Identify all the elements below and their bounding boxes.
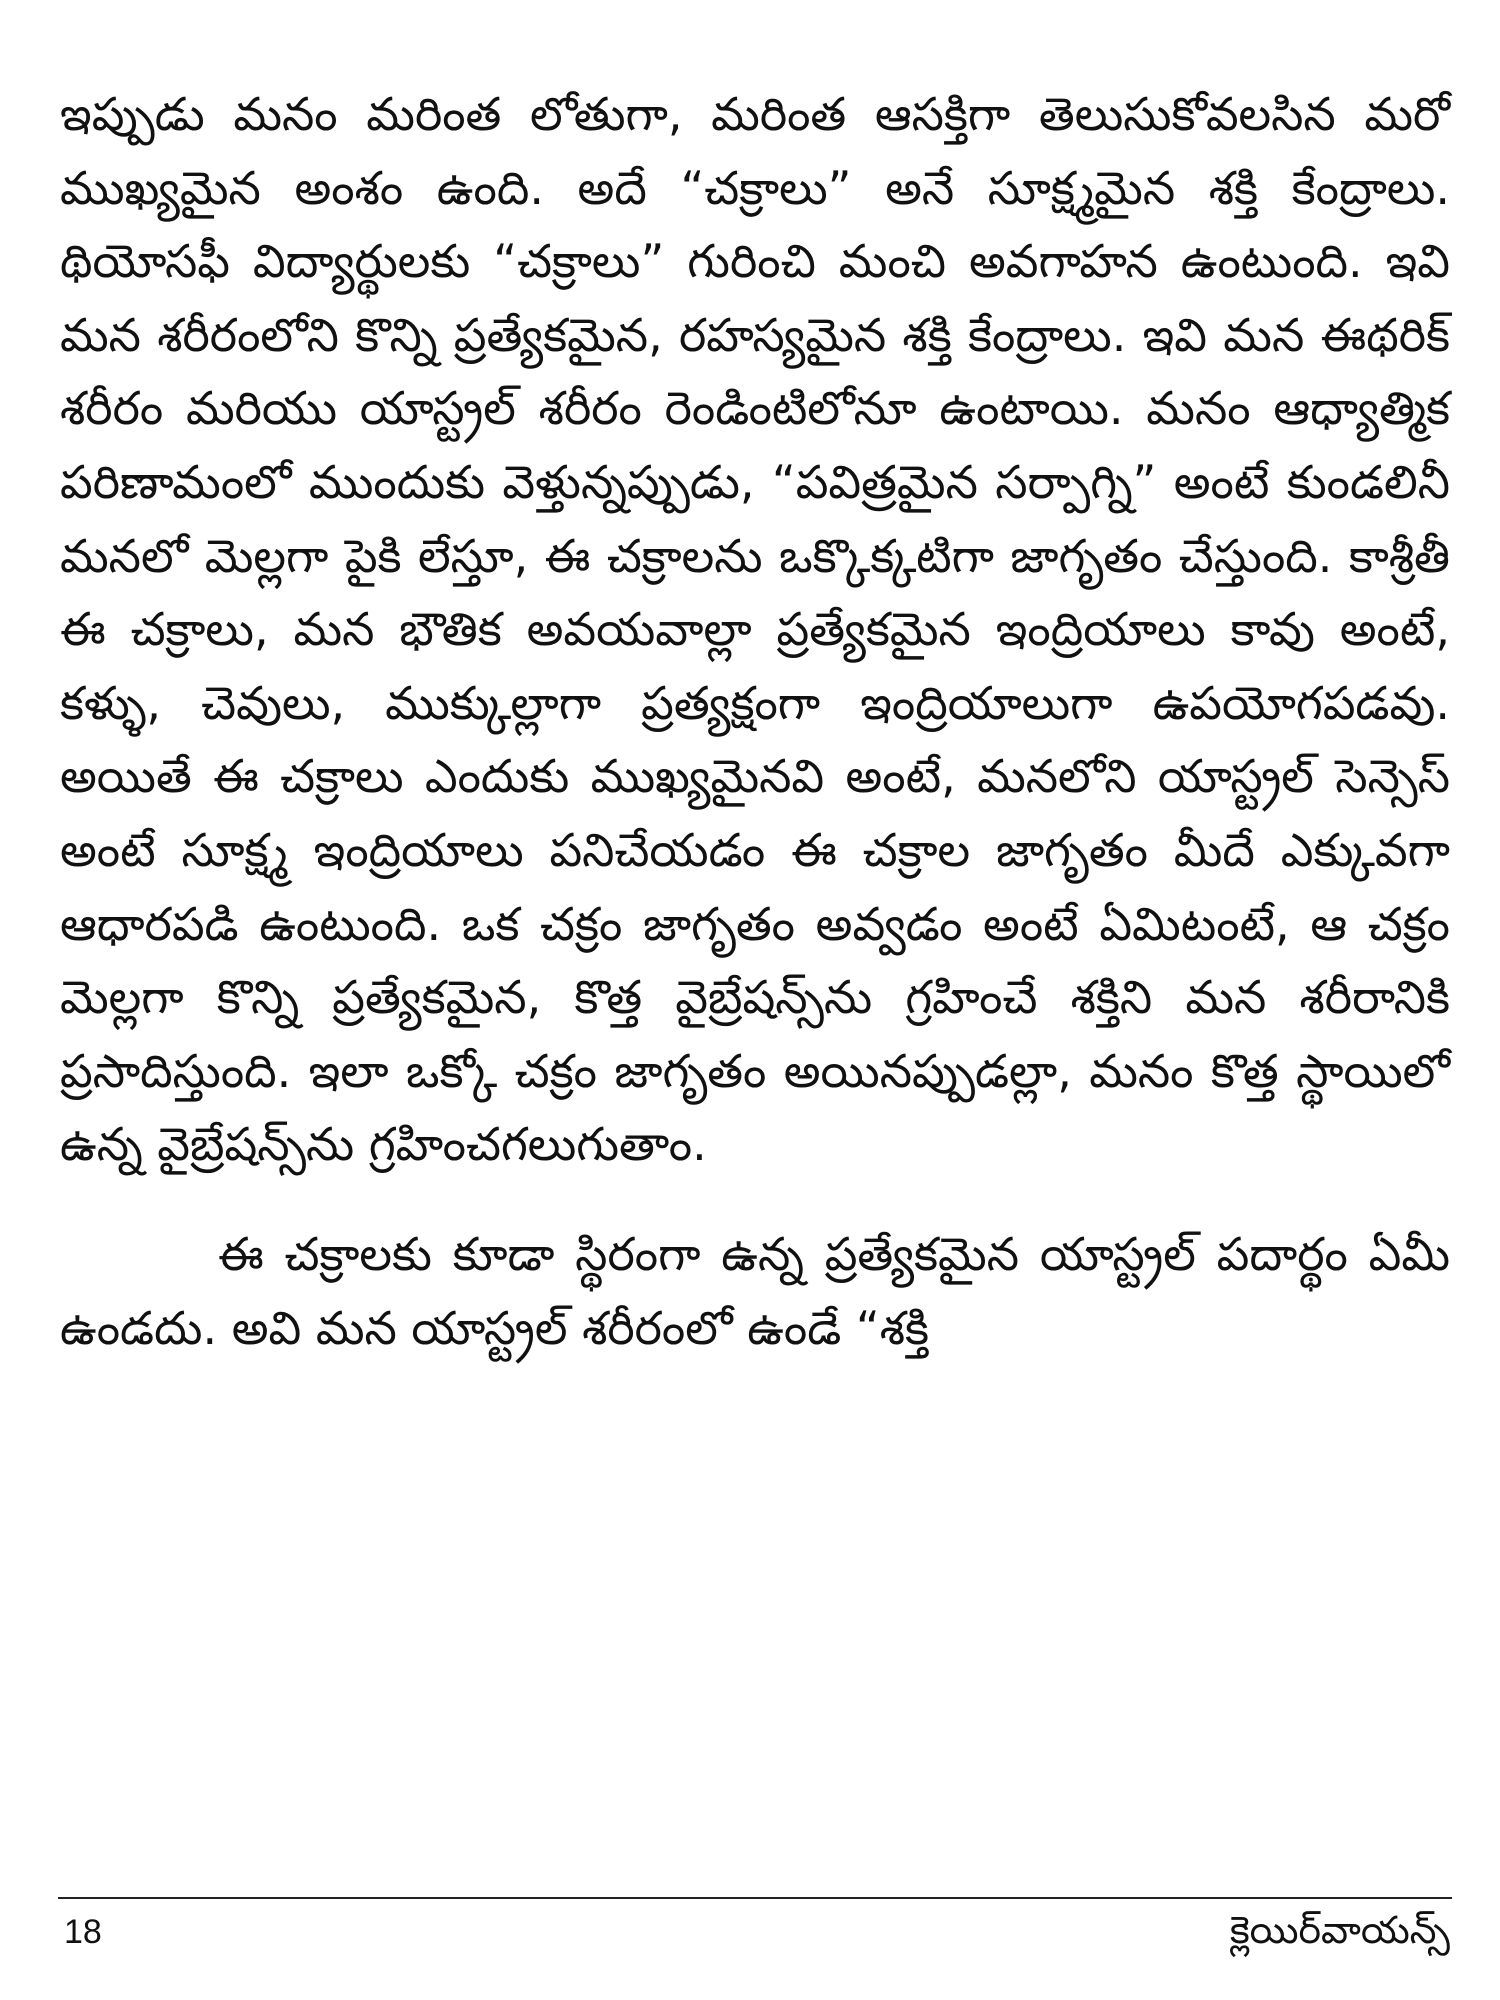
body-paragraph-1: ఇప్పుడు మనం మరింత లోతుగా, మరింత ఆసక్తిగా తెలుసుకోవలసిన మరో ముఖ్యమైన అంశం ఉంది. అదే “చక్రాలు” అనే సూక్ష్మమైన శక్తి కేంద్రాలు. థియోసఫీ విద్యార్థులకు “చక్రాలు” గురించి మంచి అవగాహన ఉంటుంది. ఇవి మన శరీరంలోని కొన్ని ప్రత్యేకమైన, రహస్యమైన శక్తి కేంద్రాలు. ఇవి మన ఈథరిక్ శరీరం మరియు యాస్ట్రల్ శరీరం రెండింటిలోనూ ఉంటాయి. మనం ఆధ్యాత్మిక పరిణామంలో ముందుకు వెళ్తున్నప్పుడు, “పవిత్రమైన సర్పాగ్ని” అంటే కుండలినీ మనలో మెల్లగా పైకి లేస్తూ, ఈ చక్రాలను ఒక్కొక్కటిగా జాగృతం చేస్తుంది. కాశ్రీతీ ఈ చక్రాలు, మన భౌతిక అవయవాల్లా ప్రత్యేకమైన ఇంద్రియాలు కావు అంటే, కళ్ళు, చెవులు, ముక్కుల్లాగా ప్రత్యక్షంగా ఇంద్రియాలుగా ఉపయోగపడవు. అయితే ఈ చక్రాలు ఎందుకు ముఖ్యమైనవి అంటే, మనలోని యాస్ట్రల్ సెన్సెస్ అంటే సూక్ష్మ ఇంద్రియాలు పనిచేయడం ఈ చక్రాల జాగృతం మీదే ఎక్కువగా ఆధారపడి ఉంటుంది. ఒక చక్రం జాగృతం అవ్వడం అంటే ఏమిటంటే, ఆ చక్రం మెల్లగా కొన్ని ప్రత్యేకమైన, కొత్త వైబ్రేషన్స్‌ను గ్రహించే శక్తిని మన శరీరానికి ప్రసాదిస్తుంది. ఇలా ఒక్కో చక్రం జాగృతం అయినప్పుడల్లా, మనం కొత్త స్థాయిలో ఉన్న వైబ్రేషన్స్‌ను గ్రహించగలుగుతాం. [60, 87, 1450, 1172]
running-title: క్లెయిర్‌వాయన్స్ [1229, 1908, 1450, 1952]
footer-divider [58, 1897, 1452, 1899]
body-paragraph-2: ఈ చక్రాలకు కూడా స్థిరంగా ఉన్న ప్రత్యేకమైన యాస్ట్రల్ పదార్థం ఏమీ ఉండదు. అవి మన యాస్ట్రల్ శరీరంలో ఉండే “శక్తి [60, 1226, 1450, 1355]
page-number: 18 [64, 1913, 102, 1951]
page-body [60, 78, 1450, 1365]
